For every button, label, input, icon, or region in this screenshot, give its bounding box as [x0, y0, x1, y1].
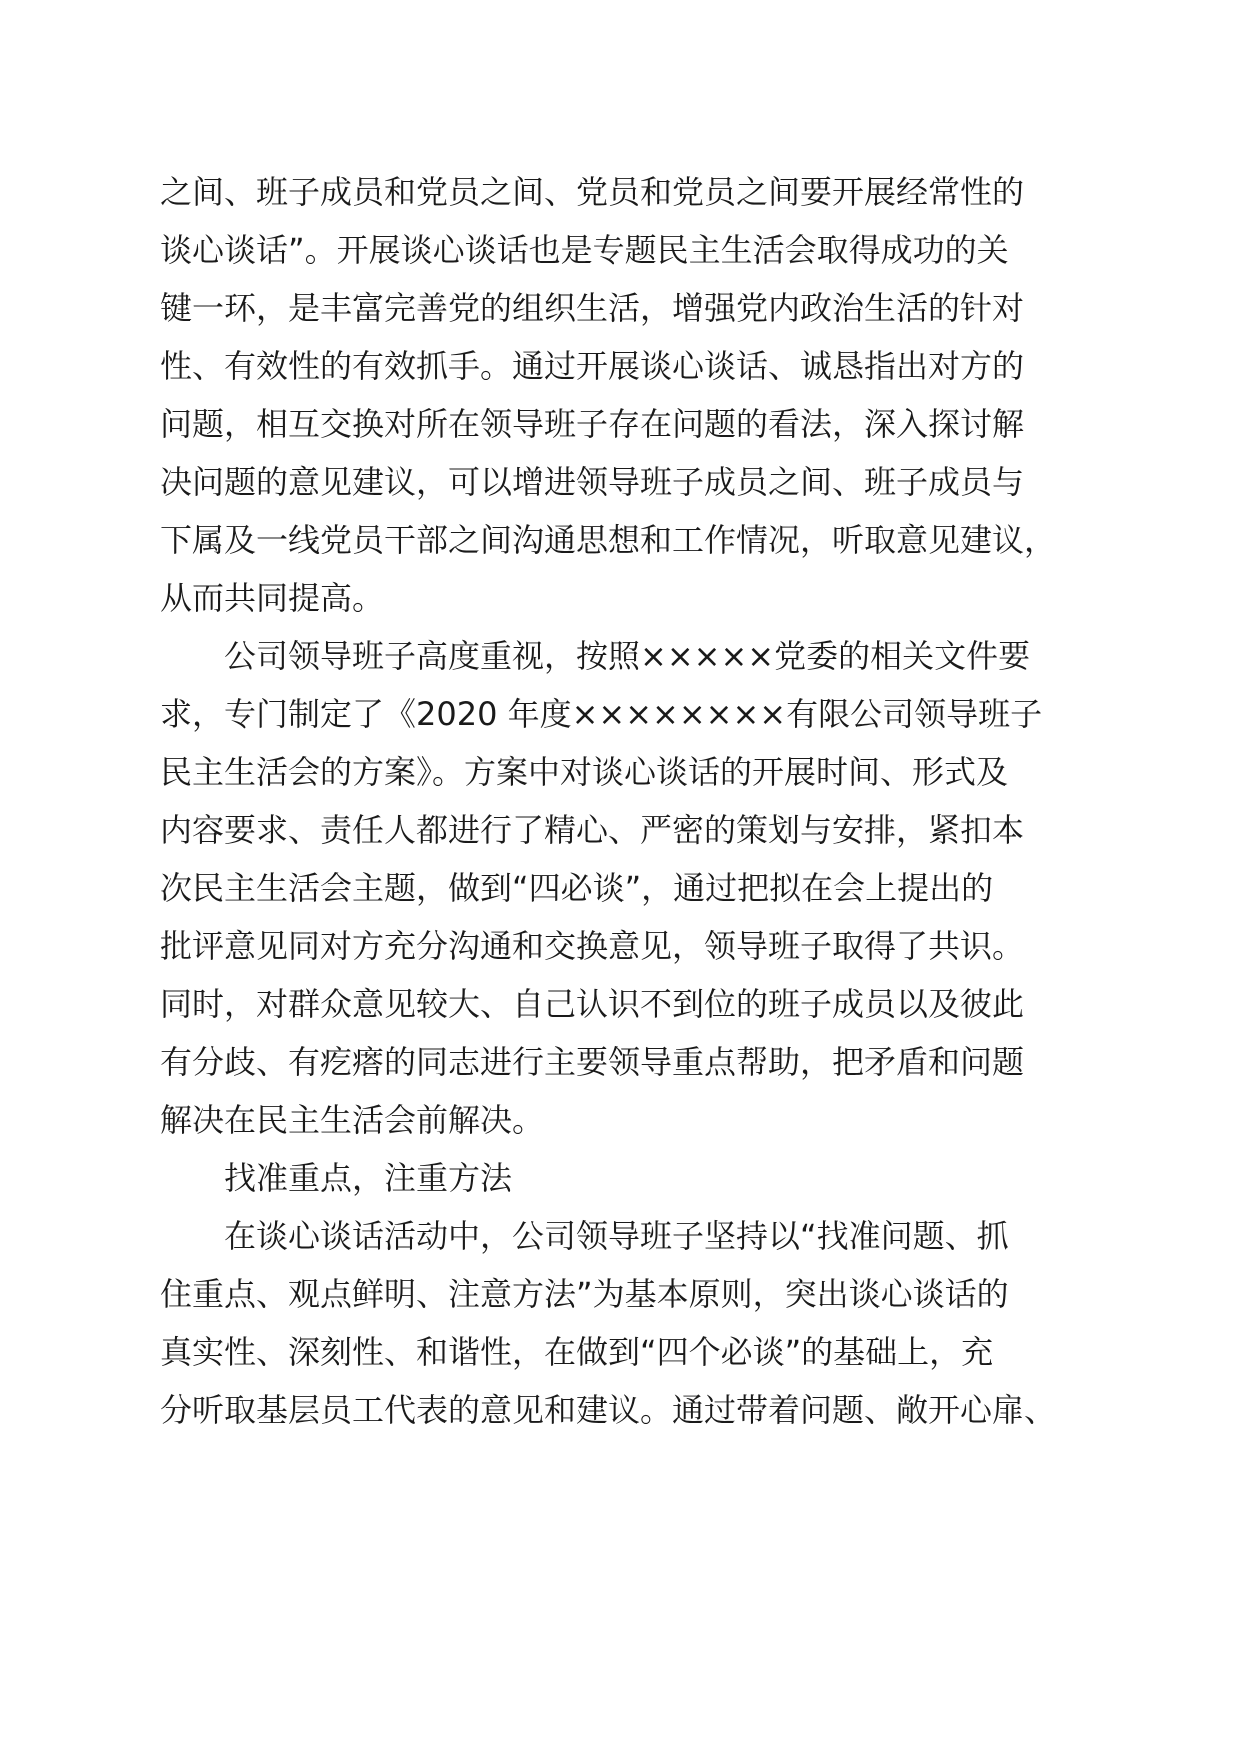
- text-line: 键一环，是丰富完善党的组织生活，增强党内政治生活的针对: [160, 289, 1025, 327]
- text-line: 在谈心谈话活动中，公司领导班子坚持以“找准问题、抓: [224, 1217, 1009, 1255]
- text-line: 谈心谈话”。开展谈心谈话也是专题民主生活会取得成功的关: [160, 231, 1009, 269]
- text-line: 批评意见同对方充分沟通和交换意见，领导班子取得了共识。: [160, 927, 1025, 965]
- text-line: 住重点、观点鲜明、注意方法”为基本原则，突出谈心谈话的: [160, 1275, 1009, 1313]
- text-line: 从而共同提高。: [160, 579, 385, 617]
- text-line: 之间、班子成员和党员之间、党员和党员之间要开展经常性的: [160, 173, 1025, 211]
- text-line: 求，专门制定了《2020 年度××××××××有限公司领导班子: [160, 695, 1043, 733]
- text-line: 民主生活会的方案》。方案中对谈心谈话的开展时间、形式及: [160, 753, 1009, 791]
- text-line: 有分歧、有疙瘩的同志进行主要领导重点帮助，把矛盾和问题: [160, 1043, 1025, 1081]
- text-line: 内容要求、责任人都进行了精心、严密的策划与安排，紧扣本: [160, 811, 1025, 849]
- text-line: 分听取基层员工代表的意见和建议。通过带着问题、敞开心扉、: [160, 1391, 1057, 1429]
- section-heading: 找准重点，注重方法: [224, 1159, 513, 1197]
- text-line: 公司领导班子高度重视，按照×××××党委的相关文件要: [224, 637, 1031, 675]
- text-line: 决问题的意见建议，可以增进领导班子成员之间、班子成员与: [160, 463, 1025, 501]
- text-line: 下属及一线党员干部之间沟通思想和工作情况，听取意见建议，: [160, 521, 1057, 559]
- text-line: 同时，对群众意见较大、自己认识不到位的班子成员以及彼此: [160, 985, 1025, 1023]
- text-line: 解决在民主生活会前解决。: [160, 1101, 545, 1139]
- text-line: 次民主生活会主题，做到“四必谈”，通过把拟在会上提出的: [160, 869, 994, 907]
- text-line: 性、有效性的有效抓手。通过开展谈心谈话、诚恳指出对方的: [160, 347, 1025, 385]
- text-line: 真实性、深刻性、和谐性，在做到“四个必谈”的基础上，充: [160, 1333, 994, 1371]
- text-line: 问题，相互交换对所在领导班子存在问题的看法，深入探讨解: [160, 405, 1025, 443]
